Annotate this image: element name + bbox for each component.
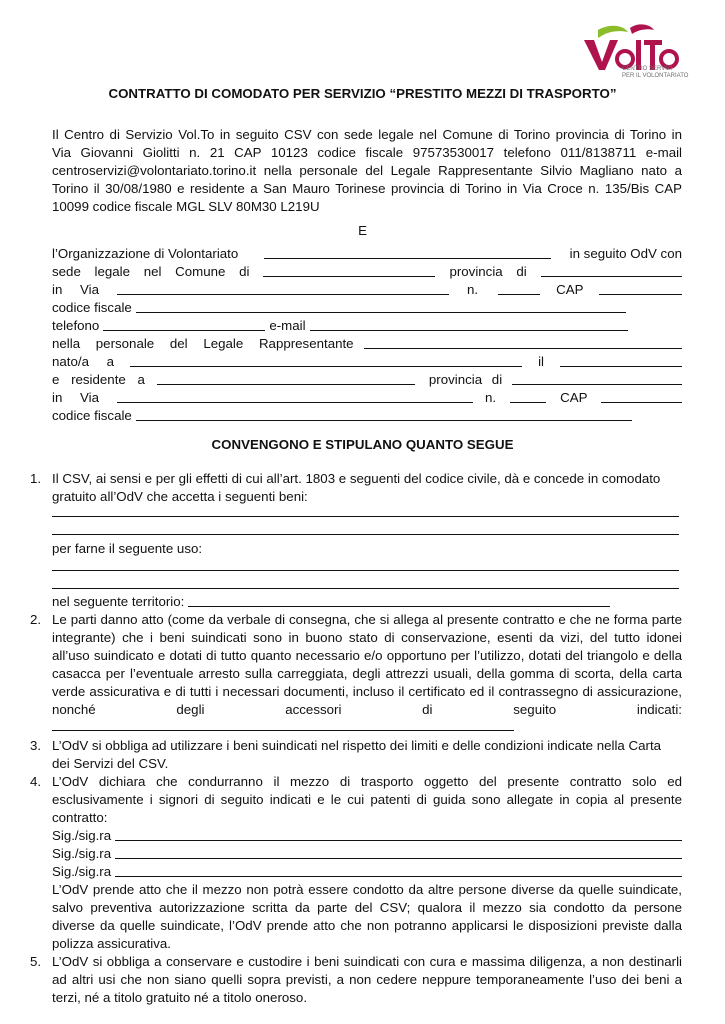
odv-org-label: l’Organizzazione di Volontariato (52, 246, 239, 261)
odv-email-field[interactable] (310, 318, 628, 331)
intro-line-3: centroservizi@volontariato.torino.it nella personale del Legale Rappresentante Silvio Magliano nato a (52, 163, 682, 178)
odv-via-field[interactable] (117, 282, 449, 295)
clause-5-line-2: ad altri usi che non siano quelli sopra previsti, a non cedere neppure temporaneamente l’uso dei beni a (52, 972, 682, 987)
odv-legale-field[interactable] (364, 336, 682, 349)
clause-1-goods-field-2[interactable] (52, 534, 679, 535)
clause-2-line-2: integrante) che i beni suindicati sono in buono stato di conservazione, esenti da vizi, del tutto idonei (52, 630, 682, 645)
odv-tel-label: telefono (52, 318, 100, 333)
odv-comune-field[interactable] (263, 264, 435, 277)
odv-cf-label: codice fiscale (52, 300, 132, 315)
driver-1-field[interactable] (115, 828, 682, 841)
odv-nato-field[interactable] (130, 354, 522, 367)
odv-cap2-field[interactable] (601, 390, 682, 403)
odv-org-row (52, 245, 682, 262)
clause-2-accessori-field[interactable] (52, 730, 514, 731)
intro-line-5: 10099 codice fiscale MGL SLV 80M30 L219U (52, 199, 320, 214)
clause-2-line-6: nonché degli accessori di seguito indicati: (52, 702, 682, 717)
clause-3-line-1: L’OdV si obbliga ad utilizzare i beni suindicati nel rispetto dei limiti e delle condizioni indicate nella Carta (52, 738, 662, 753)
clause-5-number: 5. (30, 954, 42, 969)
clause-4-after-3: diverse da quelle suindicate, l’OdV prende atto che non potranno applicarsi le disposizioni previste dalla (52, 918, 682, 933)
driver-row-2 (52, 845, 682, 862)
odv-via-label: in Via (52, 282, 100, 297)
odv-provincia2-field[interactable] (512, 372, 682, 385)
odv-sede-label: sede legale nel Comune di (52, 264, 250, 279)
clause-2-line-4: casacca per l’eventuale arresto sulla carreggiata, degli attrezzi usuali, della gomma di scorta, della carta (52, 666, 682, 681)
volto-logo (578, 22, 689, 82)
driver-2-label: Sig./sig.ra (52, 846, 112, 861)
clause-1-uso-field-2[interactable] (52, 588, 679, 589)
clause-1-territorio-field[interactable] (188, 594, 610, 607)
odv-tel-field[interactable] (103, 318, 265, 331)
odv-seguito-label: in seguito OdV con (569, 246, 682, 261)
odv-org-field[interactable] (264, 246, 551, 259)
odv-via-row (52, 281, 682, 298)
odv-contact-row (52, 317, 682, 334)
odv-cf2-field[interactable] (136, 408, 632, 421)
driver-row-3 (52, 863, 682, 880)
odv-cf-field[interactable] (136, 300, 626, 313)
clause-3-line-2: dei Servizi del CSV. (52, 756, 169, 771)
odv-cf2-label: codice fiscale (52, 408, 132, 423)
clause-1-line-1: Il CSV, ai sensi e per gli effetti di cui all’art. 1803 e seguenti del codice civile, dà e concede in comodato (52, 471, 661, 486)
odv-n-label: n. (467, 282, 479, 297)
and-separator: E (358, 223, 367, 238)
odv-provincia2-label: provincia di (428, 372, 503, 387)
clause-1-line-2: gratuito all’OdV che accetta i seguenti beni: (52, 489, 308, 504)
clause-5-line-3: terzi, né a titolo gratuito né a titolo oneroso. (52, 990, 308, 1005)
clause-1-uso-label: per farne il seguente uso: (52, 541, 203, 556)
clause-3-number: 3. (30, 738, 42, 753)
intro-line-1: Il Centro di Servizio Vol.To in seguito CSV con sede legale nel Comune di Torino provincia di Torino in (52, 127, 682, 142)
odv-via2-field[interactable] (117, 390, 473, 403)
odv-n2-label: n. (485, 390, 497, 405)
odv-number2-field[interactable] (510, 390, 546, 403)
odv-nato-label: nato/a a (52, 354, 115, 369)
odv-provincia-field[interactable] (541, 264, 682, 277)
odv-cf2-row (52, 407, 682, 424)
odv-via2-row (52, 389, 682, 406)
odv-nato-row (52, 353, 682, 370)
odv-via2-label: in Via (52, 390, 100, 405)
document-title: CONTRATTO DI COMODATO PER SERVIZIO “PRESTITO MEZZI DI TRASPORTO” (108, 86, 617, 101)
odv-legale-label: nella personale del Legale Rappresentante (52, 336, 354, 351)
clause-4-after-1: L’OdV prende atto che il mezzo non potrà essere condotto da altre persone diverse da quelle suindicate, (52, 882, 682, 897)
odv-il-label: il (538, 354, 544, 369)
odv-cap-field[interactable] (599, 282, 682, 295)
clause-2-line-3: all’uso suindicato e dotati di tutto quanto necessario e/o opportuno per l’utilizzo, dotati del triangolo e della (52, 648, 682, 663)
clause-1-territorio-row (52, 593, 682, 610)
clause-2-line-5: verde assicurativa e di tutti i necessari documenti, incluso il certificato ed il contrassegno di assicurazione, (52, 684, 682, 699)
driver-3-label: Sig./sig.ra (52, 864, 112, 879)
clause-4-line-1: L’OdV dichiara che condurranno il mezzo di trasporto oggetto del presente contratto solo ed (52, 774, 682, 789)
clause-4-line-3: contratto: (52, 810, 108, 825)
clause-1-territorio-label: nel seguente territorio: (52, 594, 185, 609)
section-subtitle: CONVENGONO E STIPULANO QUANTO SEGUE (211, 437, 514, 452)
odv-sede-row (52, 263, 682, 280)
odv-date-field[interactable] (560, 354, 682, 367)
logo-tagline-2: PER IL VOLONTARIATO (622, 73, 689, 79)
odv-email-label: e-mail (269, 318, 306, 333)
clause-4-line-2: esclusivamente i signori di seguito indicati e le cui patenti di guida sono allegate in copia al presente (52, 792, 682, 807)
driver-1-label: Sig./sig.ra (52, 828, 112, 843)
odv-number-field[interactable] (498, 282, 540, 295)
odv-legale-row (52, 335, 682, 352)
driver-2-field[interactable] (115, 846, 682, 859)
clause-1-goods-field-1[interactable] (52, 516, 679, 517)
clause-4-after-2: salvo preventiva autorizzazione scritta da parte del CSV; qualora il mezzo sia condotto da persone (52, 900, 682, 915)
clause-4-number: 4. (30, 774, 42, 789)
odv-cf-row (52, 299, 682, 316)
clause-4-after-4: polizza assicurativa. (52, 936, 171, 951)
odv-provincia-label: provincia di (449, 264, 527, 279)
driver-3-field[interactable] (115, 864, 682, 877)
intro-line-4: Torino il 30/08/1980 e residente a San Mauro Torinese provincia di Torino in Via Croce n. 135/Bis CAP (52, 181, 682, 196)
clause-2-line-1: Le parti danno atto (come da verbale di consegna, che si allega al presente contratto e che ne forma parte (52, 612, 682, 627)
odv-cap-label: CAP (556, 282, 584, 297)
driver-row-1 (52, 827, 682, 844)
odv-residente-row (52, 371, 682, 388)
clause-5-line-1: L’OdV si obbliga a conservare e custodire i beni suindicati con cura e massima diligenza, a non destinarli (52, 954, 682, 969)
clause-1-number: 1. (30, 471, 42, 486)
logo-tagline-1: CENTRO SERVIZI (622, 66, 673, 72)
clause-1-uso-field-1[interactable] (52, 570, 679, 571)
clause-2-number: 2. (30, 612, 42, 627)
intro-line-2: Via Giovanni Giolitti n. 21 CAP 10123 codice fiscale 97573530017 telefono 011/8138711 e-mail (52, 145, 682, 160)
odv-cap2-label: CAP (560, 390, 588, 405)
odv-residente-label: e residente a (52, 372, 145, 387)
odv-residente-field[interactable] (157, 372, 415, 385)
